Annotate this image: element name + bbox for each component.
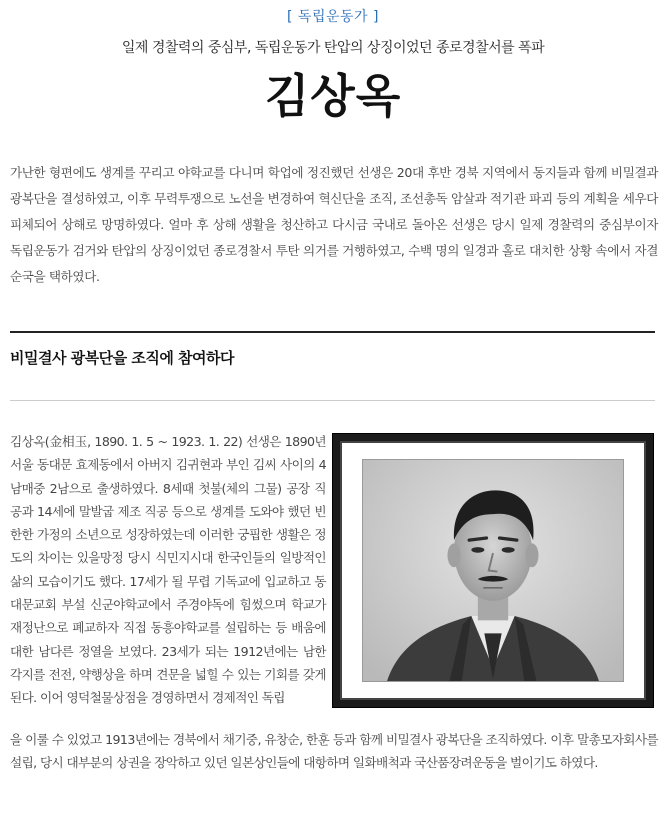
- body-paragraph-wide: 을 이룰 수 있었고 1913년에는 경북에서 채기중, 유창순, 한훈 등과 함께 비밀결사 광복단을 조직하였다. 이후 말총모자회사를 설립, 당시 대부분의 상권을 장악하고 있던 일본상인들에 대항하며 일화배척과 국산품장려운동을 벌이기도 하였다.: [10, 732, 658, 771]
- section-heading: 비밀결사 광복단을 조직에 참여하다: [10, 349, 235, 367]
- page-title: 김상옥: [264, 69, 402, 123]
- section-divider-bottom: [10, 400, 655, 401]
- portrait-image: [363, 460, 623, 681]
- category-label: [ 독립운동가 ]: [287, 9, 379, 25]
- section-divider-top: [10, 331, 655, 333]
- portrait-photo: [362, 459, 624, 682]
- intro-paragraph: 가난한 형편에도 생계를 꾸리고 야학교를 다니며 학업에 정진했던 선생은 20대 후반 경북 지역에서 동지들과 함께 비밀결과 광복단을 결성하였고, 이후 무력투쟁으로 노선을 변경하여 혁신단을 조직, 조선총독 암살과 적기관 파괴 등의 계획을 세우다 피체되어 상해로 망명하였다. 얼마 후 상해 생활을 청산하고 다시금 국내로 돌아온 선생은 당시 일제 경찰력의 중심부이자 독립운동가 검거와 탄압의 상징이었던 종로경찰서 투탄 의거를 거행하였고, 수백 명의 일경과 홀로 대치한 상황 속에서 자결 순국을 택하였다.: [10, 165, 658, 284]
- portrait-mat: [340, 441, 646, 700]
- portrait-frame: [333, 434, 653, 707]
- page-subtitle: 일제 경찰력의 중심부, 독립운동가 탄압의 상징이었던 종로경찰서를 폭파: [121, 40, 545, 56]
- body-paragraph-left: 김상옥(金相玉, 1890. 1. 5 ~ 1923. 1. 22) 선생은 1890년 서울 동대문 효제동에서 아버지 김귀현과 부인 김씨 사이의 4남매중 2남으로 출생하였다. 8세때 첫불(체의 그물) 공장 직공과 14세에 말발굽 제조 직공 등으로 생계를 도와야 했던 빈한한 가정의 소년으로 성장하였는데 이러한 궁핍한 생활은 정도의 차이는 있을망정 당시 식민지시대 한국인들의 일방적인 삶의 모습이기도 했다. 17세가 될 무렵 기독교에 입교하고 동대문교회 부설 신군야학교에서 주경야독에 힘썼으며 학교가 재정난으로 폐교하자 직접 동흥야학교를 설립하는 등 배움에 대한 남다른 정열을 보였다. 23세가 되는 1912년에는 남한 각지를 전전, 약행상을 하며 견문을 넓힐 수 있는 기회를 갖게 된다. 이어 영덕철물상점을 경영하면서 경제적인 독립: [10, 434, 326, 706]
